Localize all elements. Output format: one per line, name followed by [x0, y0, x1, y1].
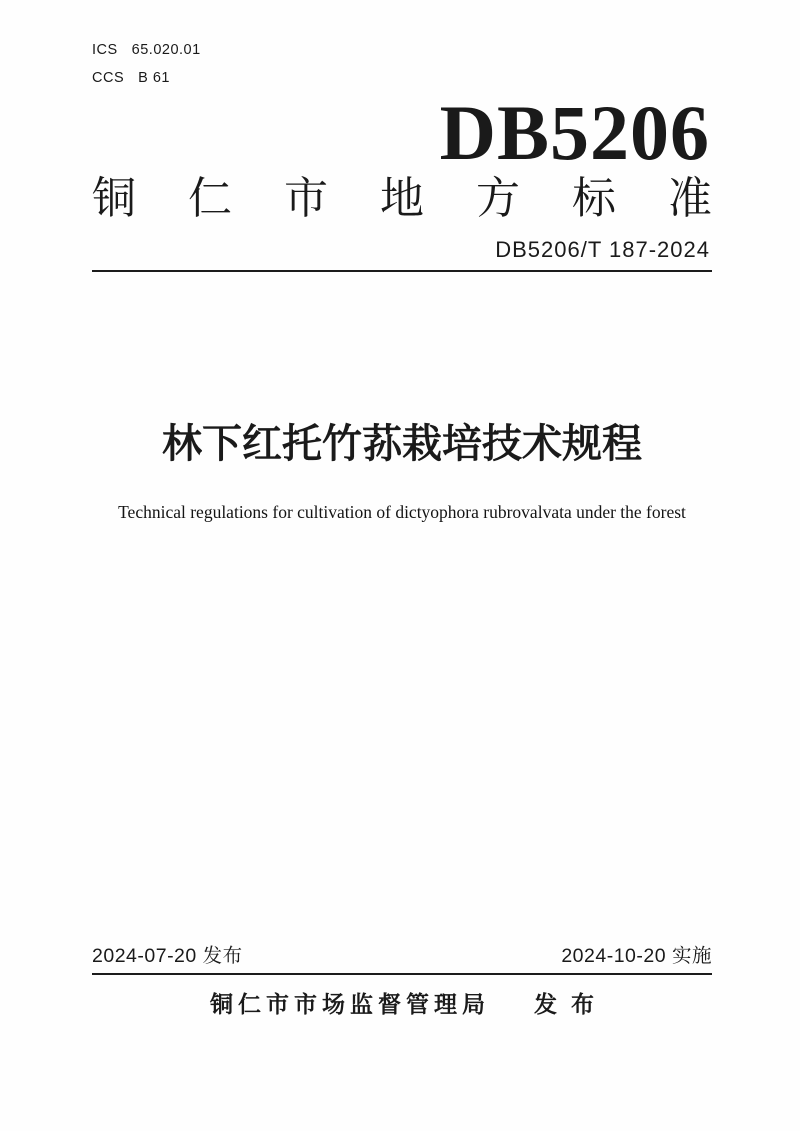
standard-code: DB5206	[439, 89, 710, 176]
issue-date: 2024-07-20 发布	[92, 945, 243, 967]
publisher-row	[92, 989, 712, 1019]
ccs-label: CCS	[92, 70, 125, 86]
ccs-line	[92, 64, 712, 92]
standard-type-char: 准	[668, 174, 712, 224]
standard-title-en: Technical regulations for cultivation of dictyophora rubrovalvata under the forest	[118, 502, 686, 523]
standard-type-char: 方	[476, 174, 520, 224]
classification-codes	[92, 36, 712, 92]
header-divider	[92, 270, 712, 272]
standard-title-cn: 林下红托竹荪栽培技术规程	[162, 422, 642, 467]
ccs-value: B 61	[138, 70, 170, 86]
ics-label: ICS	[92, 42, 118, 58]
document-number: DB5206/T 187-2024	[495, 237, 710, 263]
standard-type-row	[92, 174, 712, 223]
dates-row	[92, 943, 712, 969]
standard-type-char: 标	[572, 174, 616, 224]
ics-value: 65.020.01	[131, 42, 201, 58]
publisher-name: 铜仁市市场监督管理局	[210, 991, 490, 1017]
standard-type-char: 仁	[188, 174, 232, 224]
implement-date: 2024-10-20 实施	[561, 945, 712, 967]
footer-divider	[92, 973, 712, 975]
standard-type-char: 地	[380, 174, 424, 224]
standard-type-char: 市	[284, 174, 328, 224]
ics-line	[92, 36, 712, 64]
publish-label: 发布	[534, 991, 608, 1017]
standard-type-char: 铜	[92, 174, 136, 224]
blank-area	[92, 525, 712, 943]
